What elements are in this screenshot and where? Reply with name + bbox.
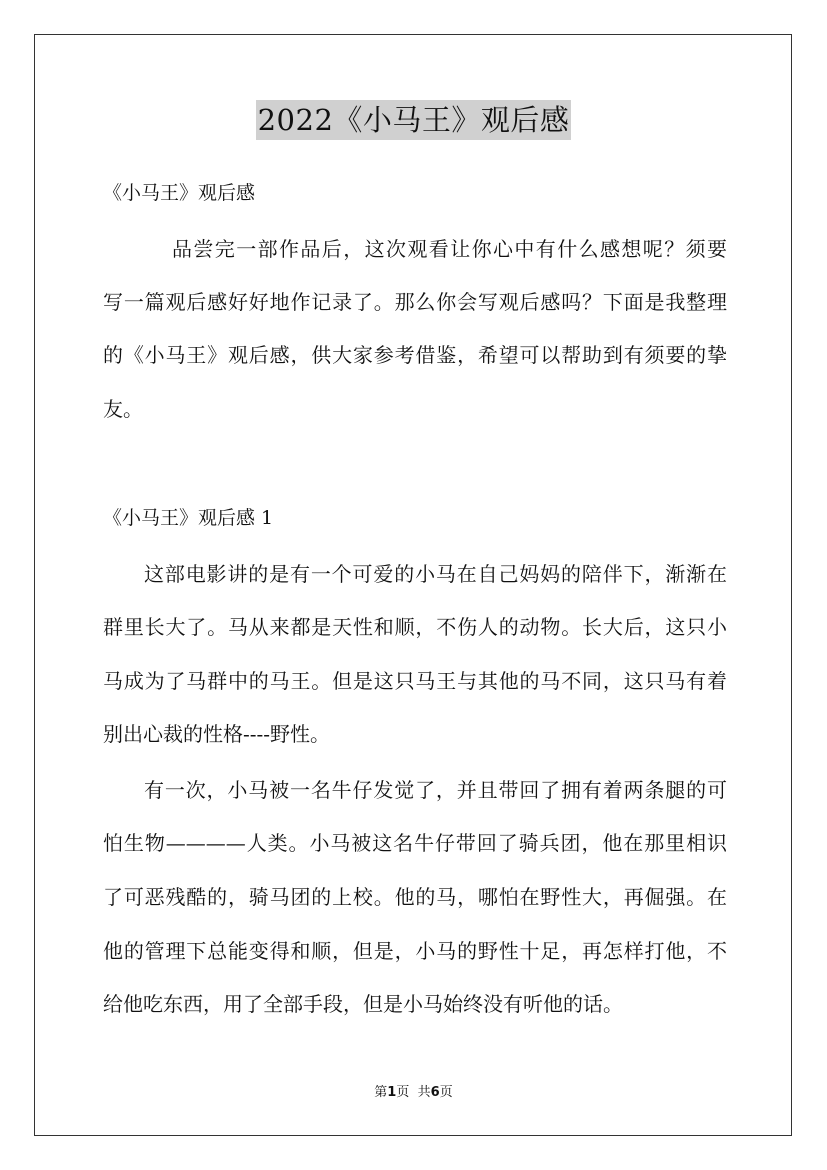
intro-line: 品尝完一部作品后，这次观看让你心中有什么感想呢？须要 [172,237,727,261]
total-prefix: 共 [417,1085,431,1100]
page-footer [0,1084,827,1102]
intro-line: 的《小马王》观后感，供大家参考借鉴，希望可以帮助到有须要的挚 [103,343,727,367]
page-prefix: 第 [374,1085,388,1100]
total-pages: 6 [430,1085,440,1100]
paragraph-line: 别出心裁的性格----野性。 [103,722,331,746]
section-heading: 《小马王》观后感 1 [103,507,274,529]
total-suffix: 页 [439,1085,453,1100]
paragraph-line: 马成为了马群中的马王。但是这只马王与其他的马不同，这只马有着 [103,669,727,693]
paragraph-line: 他的管理下总能变得和顺，但是，小马的野性十足，再怎样打他，不 [103,939,727,963]
paragraph-line: 了可恶残酷的，骑马团的上校。他的马，哪怕在野性大，再倔强。在 [103,885,727,909]
paragraph-line: 群里长大了。马从来都是天性和顺，不伤人的动物。长大后，这只小 [103,615,727,639]
intro-line: 友。 [103,397,143,421]
paragraph-line: 这部电影讲的是有一个可爱的小马在自己妈妈的陪伴下，渐渐在 [144,562,727,586]
intro-heading: 《小马王》观后感 [103,182,256,204]
paragraph-line: 有一次，小马被一名牛仔发觉了，并且带回了拥有着两条腿的可 [144,778,727,802]
title-container [0,100,827,140]
page-number: 1 [387,1085,397,1100]
document-title: 2022《小马王》观后感 [256,100,572,140]
paragraph-line: 怕生物————人类。小马被这名牛仔带回了骑兵团，他在那里相识 [103,831,727,855]
page-suffix: 页 [396,1085,410,1100]
paragraph-line: 给他吃东西，用了全部手段，但是小马始终没有听他的话。 [103,992,623,1016]
intro-line: 写一篇观后感好好地作记录了。那么你会写观后感吗？下面是我整理 [103,290,727,314]
